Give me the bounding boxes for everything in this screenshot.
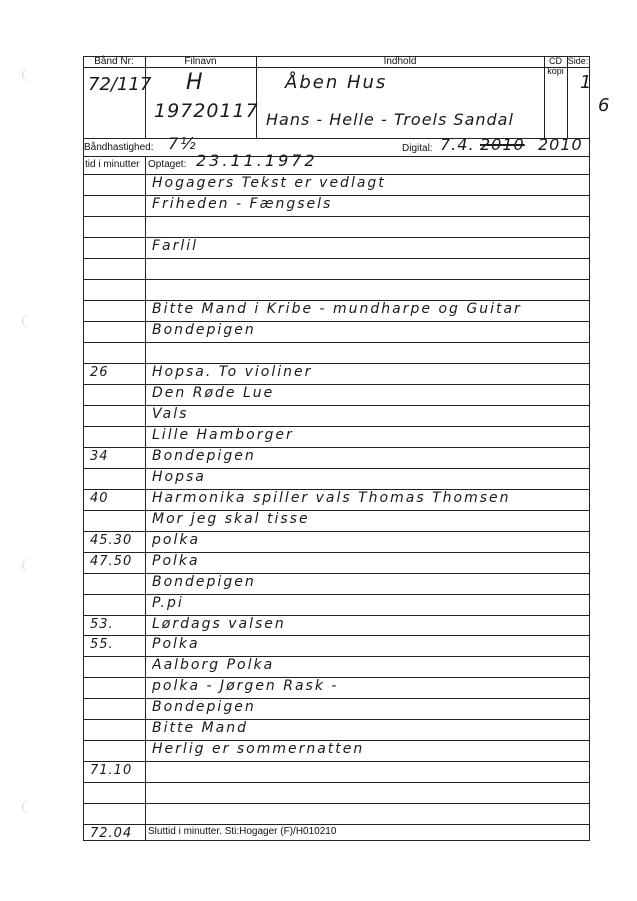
- file-letter: H: [186, 70, 205, 95]
- header-side: Side:: [567, 56, 589, 66]
- row-content: Bondepigen: [152, 574, 256, 590]
- row-time: 47.50: [90, 554, 133, 569]
- row-divider: [83, 824, 590, 825]
- row-divider: [83, 803, 590, 804]
- row-content: Hogagers Tekst er vedlagt: [152, 175, 386, 191]
- row-time: 53.: [90, 617, 114, 632]
- row-content: Bitte Mand: [152, 720, 248, 736]
- recorded-date: 23.11.1972: [196, 151, 318, 170]
- row-time: 71.10: [90, 763, 133, 778]
- row-content: polka - Jørgen Rask -: [152, 678, 339, 694]
- row-content: Bitte Mand i Kribe - mundharpe og Guitar: [152, 301, 522, 317]
- row-content: Vals: [152, 406, 189, 422]
- row-content: Bondepigen: [152, 322, 256, 338]
- row-divider: [83, 279, 590, 280]
- row-content: Den Røde Lue: [152, 385, 275, 401]
- row-content: Polka: [152, 636, 200, 652]
- row-content: Lørdags valsen: [152, 616, 286, 632]
- digital-year: 2010: [538, 135, 583, 154]
- digital-label: Digital:: [402, 143, 433, 154]
- header-indhold: Indhold: [383, 56, 417, 67]
- row-divider: [83, 782, 590, 783]
- binder-hole-2: [22, 314, 41, 328]
- row-content: Harmonika spiller vals Thomas Thomsen: [152, 490, 511, 506]
- binder-hole-3: [22, 558, 41, 572]
- row-time: 72.04: [90, 826, 133, 841]
- time-column-header: tid i minutter: [85, 159, 140, 170]
- row-divider: [83, 258, 590, 259]
- header-band-nr: Bånd Nr:: [94, 56, 134, 67]
- row-divider: [83, 216, 590, 217]
- file-code: 19720117: [154, 100, 259, 122]
- header-cd-kopi: CD kopi: [547, 56, 564, 76]
- speed-label: Båndhastighed:: [84, 142, 154, 153]
- record-performers: Hans - Helle - Troels Sandal: [266, 110, 514, 129]
- row-content: Hopsa: [152, 469, 206, 485]
- record-title: Åben Hus: [285, 72, 388, 93]
- row-divider: [83, 761, 590, 762]
- row-content: Bondepigen: [152, 448, 256, 464]
- speed-value: 7½: [168, 134, 198, 153]
- digital-struck-year: 2010: [480, 135, 525, 154]
- row-content: P.pi: [152, 595, 184, 611]
- footer-label: Sluttid i minutter. Sti:Hogager (F)/H010210: [148, 826, 337, 837]
- binder-hole-1: [22, 68, 41, 82]
- row-content: Mor jeg skal tisse: [152, 511, 310, 527]
- page-number: 1: [580, 72, 594, 93]
- row-time: 34: [90, 449, 109, 464]
- binder-hole-4: [22, 800, 41, 814]
- page-total: 6: [598, 95, 612, 116]
- recorded-label: Optaget:: [148, 159, 187, 170]
- row-time: 26: [90, 365, 109, 380]
- row-content: Aalborg Polka: [152, 657, 275, 673]
- row-content: Farlil: [152, 238, 199, 254]
- digital-prefix: 7.4.: [440, 135, 475, 154]
- header-filnavn: Filnavn: [184, 56, 217, 67]
- row-content: Herlig er sommernatten: [152, 741, 365, 757]
- row-content: Bondepigen: [152, 699, 256, 715]
- band-number: 72/117: [88, 74, 152, 95]
- row-time: 55.: [90, 637, 114, 652]
- row-content: Friheden - Fængsels: [152, 196, 333, 212]
- row-time: 40: [90, 491, 109, 506]
- row-content: Lille Hamborger: [152, 427, 294, 443]
- row-content: polka: [152, 532, 201, 548]
- row-divider: [83, 342, 590, 343]
- row-content: Hopsa. To violiner: [152, 364, 313, 380]
- row-time: 45.30: [90, 533, 133, 548]
- row-content: Polka: [152, 553, 200, 569]
